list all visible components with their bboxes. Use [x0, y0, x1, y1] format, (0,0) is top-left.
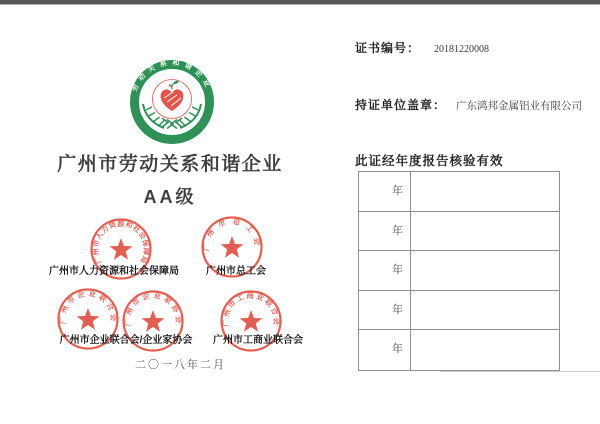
certificate-number-value: 20181220008 [434, 44, 490, 55]
harmony-emblem-logo [126, 58, 218, 150]
table-row [359, 330, 559, 370]
issuer-label-human-resources-bureau: 广州市人力资源和社会保障局 [49, 266, 179, 277]
seal-ring-text: 广州市企业联合会 [58, 288, 119, 325]
star-icon [110, 238, 133, 260]
verification-empty-cell [411, 172, 559, 211]
year-label-cell: 年 [359, 330, 411, 370]
seal-ring-text: 广州市人力资源和社会保障局 [90, 219, 152, 266]
seal-ring-text: 广州市总工会 [201, 216, 263, 252]
certificate-grade: AA级 [143, 187, 197, 207]
table-row [359, 251, 559, 291]
emblem-ring-text: 劳动关系和谐企业 [131, 59, 213, 93]
scan-fold-line [440, 371, 600, 372]
verification-empty-cell [411, 291, 559, 330]
holder-unit-row [355, 96, 582, 113]
issuer-label-enterprise-associations: 广州市企业联合会/企业家协会 [59, 335, 193, 346]
verification-empty-cell [411, 212, 559, 251]
year-label-cell: 年 [359, 172, 411, 211]
issue-date: 二〇一八年二月 [135, 359, 226, 371]
holder-unit-label: 持证单位盖章： [355, 98, 447, 112]
verification-empty-cell [411, 251, 559, 290]
scan-edge-top [0, 0, 600, 5]
seal-ring-text: 广州市工商业联合会 [220, 291, 282, 328]
table-row [359, 291, 559, 331]
star-icon [77, 308, 100, 330]
issuer-label-trade-unions: 广州市总工会 [206, 266, 266, 277]
holder-unit-value: 广东鸿邦金属铝业有限公司 [456, 101, 583, 112]
year-label-cell: 年 [359, 251, 411, 290]
validity-note: 此证经年度报告核验有效 [355, 154, 504, 168]
year-label-cell: 年 [359, 212, 411, 251]
table-row [359, 212, 559, 252]
star-icon [142, 310, 165, 332]
seal-ring-text: 广州市企业家协会 [123, 290, 184, 327]
certificate-number-label: 证书编号： [355, 41, 421, 55]
table-row [359, 172, 559, 212]
year-label-cell: 年 [359, 291, 411, 330]
star-icon [240, 310, 263, 332]
certificate-title: 广州市劳动关系和谐企业 [57, 154, 283, 175]
issuer-label-industry-commerce: 广州市工商业联合会 [213, 335, 303, 346]
star-icon [221, 236, 244, 258]
annual-verification-table [358, 171, 560, 371]
certificate-number-row [355, 39, 489, 56]
verification-empty-cell [411, 330, 559, 370]
